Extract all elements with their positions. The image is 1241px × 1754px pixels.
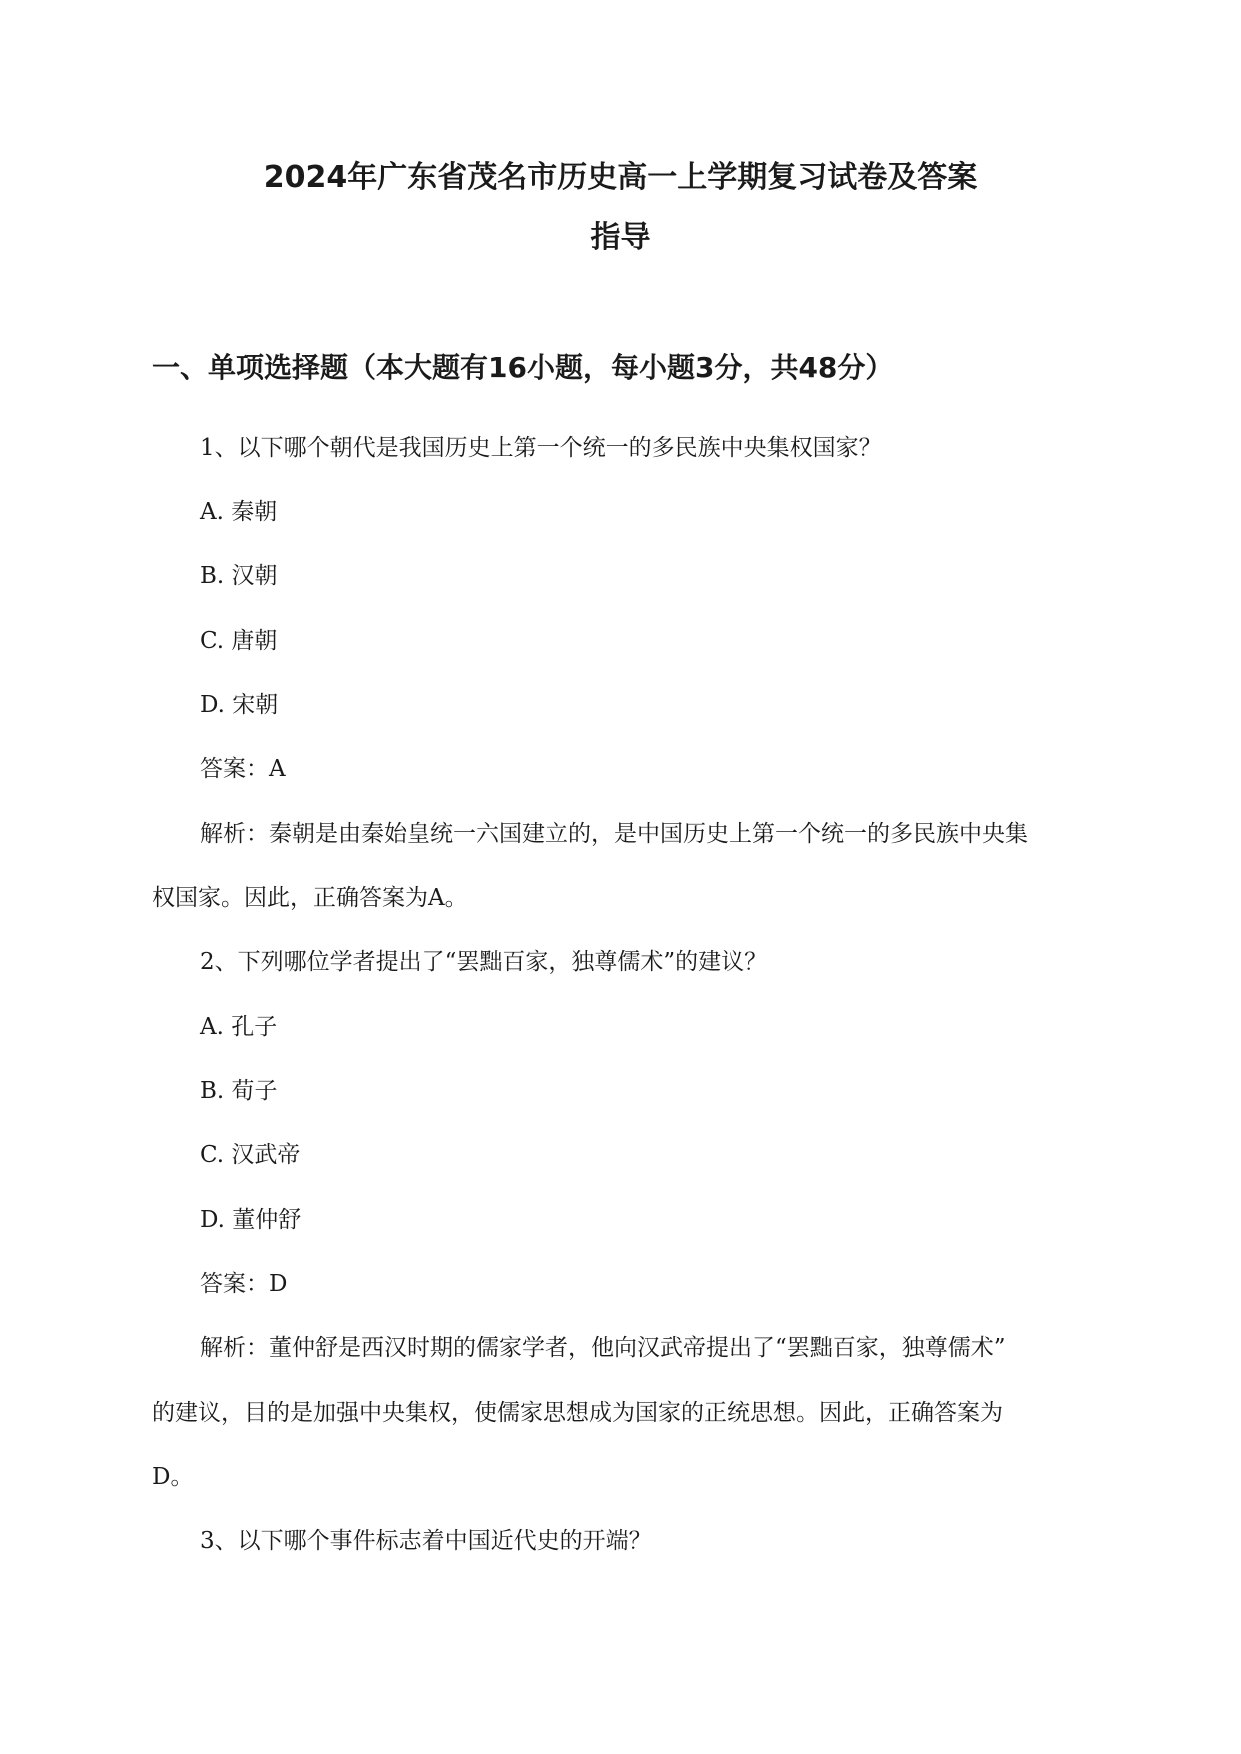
option-d: D. 宋朝 [200,692,279,718]
option-c: C. 汉武帝 [200,1142,301,1168]
analysis-line: D。 [152,1464,194,1490]
document-title-line-1: 2024年广东省茂名市历史高一上学期复习试卷及答案 [263,160,978,195]
question-stem: 3、以下哪个事件标志着中国近代史的开端？ [200,1528,652,1554]
document-title-line-2: 指导 [590,220,651,255]
question-stem: 2、下列哪位学者提出了“罢黜百家，独尊儒术”的建议？ [200,949,768,975]
analysis-line: 权国家。因此，正确答案为A。 [152,885,468,911]
question-stem: 1、以下哪个朝代是我国历史上第一个统一的多民族中央集权国家？ [200,435,882,461]
option-d: D. 董仲舒 [200,1207,302,1233]
option-b: B. 荀子 [200,1078,278,1104]
option-b: B. 汉朝 [200,563,278,589]
option-a: A. 秦朝 [200,499,278,525]
answer: 答案：D [200,1271,288,1297]
answer: 答案：A [200,756,286,782]
analysis-line: 的建议，目的是加强中央集权，使儒家思想成为国家的正统思想。因此，正确答案为 [152,1400,1003,1426]
section-heading: 一、单项选择题（本大题有16小题，每小题3分，共48分） [152,351,894,384]
analysis-line: 解析：秦朝是由秦始皇统一六国建立的，是中国历史上第一个统一的多民族中央集 [200,821,1028,847]
option-a: A. 孔子 [200,1014,278,1040]
option-c: C. 唐朝 [200,628,278,654]
analysis-line: 解析：董仲舒是西汉时期的儒家学者，他向汉武帝提出了“罢黜百家，独尊儒术” [200,1335,1006,1361]
